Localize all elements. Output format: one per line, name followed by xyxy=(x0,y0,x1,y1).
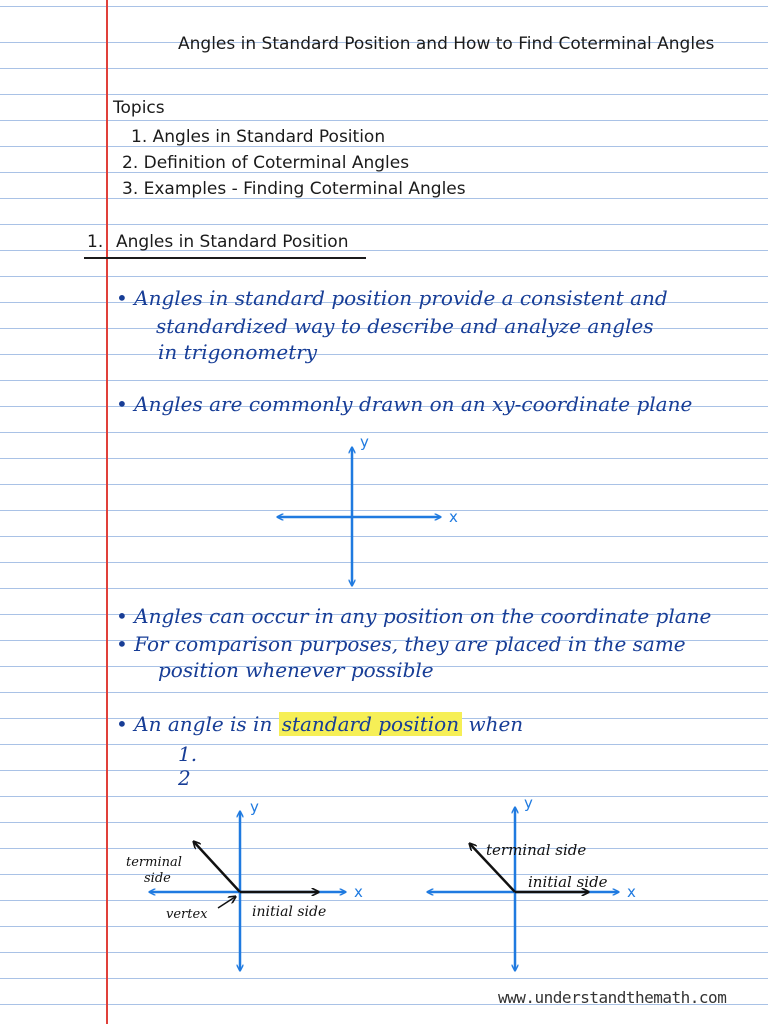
topics-heading: Topics xyxy=(113,98,165,118)
bullet-4-line-2: position whenever possible xyxy=(158,658,434,682)
terminal-side-ray xyxy=(194,842,240,892)
terminal-label-line-1: terminal xyxy=(126,855,182,870)
y-axis-label: y xyxy=(360,433,369,451)
standard-position-highlight: standard position xyxy=(279,712,462,736)
topic-item-1: 1. Angles in Standard Position xyxy=(131,127,386,147)
bullet-4-line-1: • For comparison purposes, they are placed in the same xyxy=(116,632,686,656)
vertex-label: vertex xyxy=(166,907,208,922)
page-title: Angles in Standard Position and How to Find Coterminal Angles xyxy=(178,34,715,54)
list-item-2: 2 xyxy=(178,766,191,790)
angle-example-left xyxy=(126,798,363,970)
bullet-3: • Angles can occur in any position on the coordinate plane xyxy=(116,604,712,628)
section-title: Angles in Standard Position xyxy=(116,232,349,252)
bullet-1-line-1: • Angles in standard position provide a consistent and xyxy=(116,286,668,310)
terminal-side-label: terminal side xyxy=(486,841,587,859)
y-axis-label: y xyxy=(524,794,533,812)
coordinate-plane-diagram xyxy=(278,433,458,585)
bullet-5-prefix: • An angle is in xyxy=(116,712,273,736)
bullet-5-suffix: when xyxy=(468,712,524,736)
initial-side-label: initial side xyxy=(528,873,608,891)
y-axis-label: y xyxy=(250,798,259,816)
x-axis-label: x xyxy=(354,883,363,901)
section-number: 1. xyxy=(87,232,104,252)
topic-item-3: 3. Examples - Finding Coterminal Angles xyxy=(122,179,466,199)
list-item-1: 1. xyxy=(178,742,198,766)
terminal-label-line-2: side xyxy=(144,871,171,886)
footer-url[interactable]: www.understandthemath.com xyxy=(498,988,727,1007)
bullet-1-line-2: standardized way to describe and analyze angles xyxy=(156,314,654,338)
bullet-1-line-3: in trigonometry xyxy=(158,340,318,364)
topic-item-2: 2. Definition of Coterminal Angles xyxy=(122,153,410,173)
x-axis-label: x xyxy=(627,883,636,901)
angle-example-right xyxy=(428,794,636,970)
bullet-2: • Angles are commonly drawn on an xy-coordinate plane xyxy=(116,392,693,416)
vertex-pointer xyxy=(218,897,235,908)
x-axis-label: x xyxy=(449,508,458,526)
initial-side-label: initial side xyxy=(252,904,327,920)
